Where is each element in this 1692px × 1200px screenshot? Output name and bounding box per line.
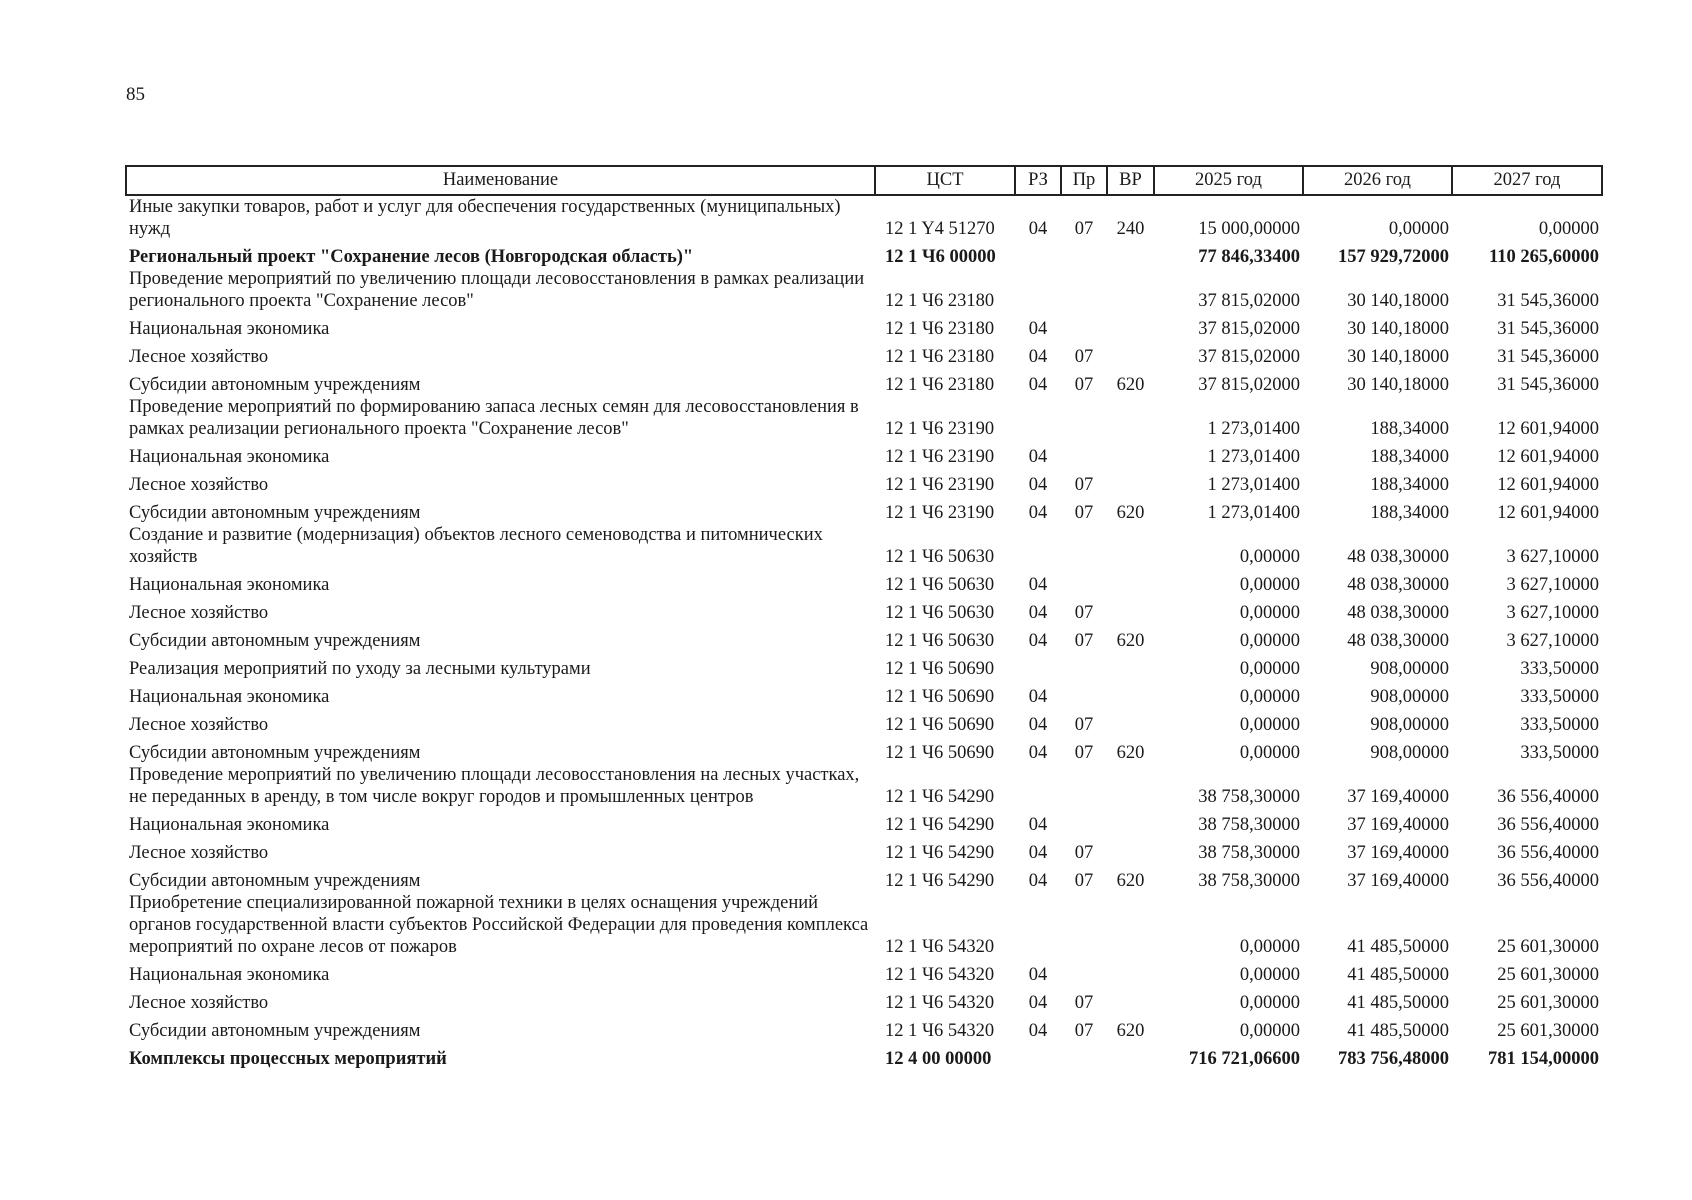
header-name: Наименование [126, 166, 875, 195]
cell-2026: 908,00000 [1370, 687, 1449, 707]
cell-cst: 12 1 Y4 51270 [885, 219, 995, 239]
cell-name: Проведение мероприятий по увеличению площади лесовосстановления в рамках реализации регионального проекта "Сохранение лесов" [129, 269, 865, 311]
cell-pr [1061, 312, 1107, 340]
cell-rz: 04 [1028, 375, 1048, 395]
cell-2027: 3 627,10000 [1506, 631, 1599, 651]
header-row [126, 166, 1602, 195]
cell-pr [1061, 440, 1107, 468]
cell-2025: 38 758,30000 [1198, 843, 1300, 863]
cell-name: Субсидии автономным учреждениям [129, 631, 421, 651]
cell-2025: 0,00000 [1239, 715, 1300, 735]
cell-vr [1107, 764, 1154, 808]
cell-2027: 333,50000 [1520, 715, 1599, 735]
cell-name: Субсидии автономным учреждениям [129, 1021, 421, 1041]
table-row [126, 240, 1602, 268]
cell-2026: 41 485,50000 [1347, 937, 1449, 957]
cell-2027: 31 545,36000 [1497, 291, 1599, 311]
cell-cst: 12 1 Ч6 23180 [885, 347, 995, 367]
cell-rz [1015, 240, 1061, 268]
cell-vr: 240 [1116, 219, 1145, 239]
table-row [126, 568, 1602, 596]
cell-vr [1107, 892, 1154, 958]
table-body [126, 195, 1602, 1070]
table-row [126, 652, 1602, 680]
cell-rz: 04 [1028, 871, 1048, 891]
cell-rz [1015, 1042, 1061, 1070]
cell-rz: 04 [1028, 843, 1048, 863]
cell-pr: 07 [1074, 715, 1094, 735]
cell-cst: 12 1 Ч6 50630 [885, 547, 995, 567]
table-row [126, 736, 1602, 764]
cell-vr: 620 [1116, 503, 1145, 523]
table-row [126, 708, 1602, 736]
cell-name: Субсидии автономным учреждениям [129, 871, 421, 891]
cell-rz: 04 [1028, 575, 1048, 595]
cell-cst: 12 1 Ч6 54290 [885, 843, 995, 863]
cell-vr [1107, 958, 1154, 986]
cell-vr: 620 [1116, 631, 1145, 651]
table-row [126, 808, 1602, 836]
header-cst: ЦСТ [875, 166, 1015, 195]
cell-cst: 12 1 Ч6 23190 [885, 503, 995, 523]
cell-vr: 620 [1116, 375, 1145, 395]
cell-2025: 37 815,02000 [1198, 375, 1300, 395]
cell-rz: 04 [1028, 715, 1048, 735]
table-row [126, 496, 1602, 524]
cell-cst: 12 1 Ч6 23180 [885, 319, 995, 339]
cell-2025: 0,00000 [1239, 1021, 1300, 1041]
cell-vr [1107, 680, 1154, 708]
cell-pr [1061, 680, 1107, 708]
cell-rz [1015, 524, 1061, 568]
cell-vr [1107, 240, 1154, 268]
cell-2025: 0,00000 [1239, 687, 1300, 707]
cell-pr: 07 [1074, 219, 1094, 239]
cell-name: Субсидии автономным учреждениям [129, 743, 421, 763]
cell-2026: 157 929,72000 [1338, 247, 1449, 267]
cell-2026: 48 038,30000 [1347, 631, 1449, 651]
page-number: 85 [126, 84, 145, 105]
cell-rz [1015, 396, 1061, 440]
cell-2026: 908,00000 [1370, 743, 1449, 763]
cell-2027: 12 601,94000 [1497, 475, 1599, 495]
cell-2025: 37 815,02000 [1198, 319, 1300, 339]
cell-2026: 188,34000 [1370, 503, 1449, 523]
cell-pr: 07 [1074, 503, 1094, 523]
cell-2027: 333,50000 [1520, 659, 1599, 679]
cell-pr: 07 [1074, 375, 1094, 395]
cell-2026: 30 140,18000 [1347, 319, 1449, 339]
cell-pr [1061, 396, 1107, 440]
table-row [126, 396, 1602, 440]
cell-vr [1107, 808, 1154, 836]
cell-cst: 12 1 Ч6 50690 [885, 715, 995, 735]
cell-rz: 04 [1028, 631, 1048, 651]
cell-vr [1107, 1042, 1154, 1070]
cell-vr [1107, 440, 1154, 468]
cell-cst: 12 1 Ч6 54290 [885, 815, 995, 835]
cell-2025: 0,00000 [1239, 937, 1300, 957]
cell-name: Национальная экономика [129, 687, 330, 707]
cell-2025: 37 815,02000 [1198, 291, 1300, 311]
cell-rz: 04 [1028, 993, 1048, 1013]
cell-2025: 77 846,33400 [1198, 247, 1300, 267]
cell-2025: 0,00000 [1239, 743, 1300, 763]
cell-2026: 908,00000 [1370, 659, 1449, 679]
cell-name: Приобретение специализированной пожарной техники в целях оснащения учреждений органов государственной власти субъектов Российской Федерации для проведения комплекса мероприятий по охране лесов от пожаров [129, 893, 869, 957]
cell-2027: 25 601,30000 [1497, 1021, 1599, 1041]
cell-vr [1107, 312, 1154, 340]
cell-2027: 36 556,40000 [1497, 871, 1599, 891]
cell-vr [1107, 268, 1154, 312]
table-row [126, 268, 1602, 312]
cell-2025: 0,00000 [1239, 631, 1300, 651]
table-row [126, 764, 1602, 808]
cell-2027: 3 627,10000 [1506, 575, 1599, 595]
cell-rz: 04 [1028, 503, 1048, 523]
cell-cst: 12 1 Ч6 54320 [885, 965, 995, 985]
cell-2026: 30 140,18000 [1347, 375, 1449, 395]
cell-2027: 781 154,00000 [1488, 1049, 1599, 1069]
cell-vr [1107, 596, 1154, 624]
cell-rz [1015, 892, 1061, 958]
cell-cst: 12 1 Ч6 50690 [885, 659, 995, 679]
cell-name: Лесное хозяйство [129, 347, 269, 367]
cell-name: Национальная экономика [129, 965, 330, 985]
table-row [126, 1014, 1602, 1042]
cell-cst: 12 4 00 00000 [885, 1049, 992, 1069]
cell-2025: 1 273,01400 [1207, 503, 1300, 523]
cell-rz: 04 [1028, 447, 1048, 467]
cell-name: Иные закупки товаров, работ и услуг для обеспечения государственных (муниципальных) нужд [129, 197, 841, 239]
cell-2026: 30 140,18000 [1347, 291, 1449, 311]
cell-pr [1061, 268, 1107, 312]
cell-cst: 12 1 Ч6 50630 [885, 631, 995, 651]
table-row [126, 958, 1602, 986]
cell-cst: 12 1 Ч6 50690 [885, 743, 995, 763]
cell-rz: 04 [1028, 1021, 1048, 1041]
table-row [126, 836, 1602, 864]
cell-2025: 38 758,30000 [1198, 787, 1300, 807]
cell-pr: 07 [1074, 347, 1094, 367]
cell-2027: 12 601,94000 [1497, 419, 1599, 439]
cell-name: Проведение мероприятий по формированию запаса лесных семян для лесовосстановления в рамках реализации регионального проекта "Сохранение лесов" [129, 397, 859, 439]
cell-vr: 620 [1116, 743, 1145, 763]
header-2027: 2027 год [1452, 166, 1602, 195]
cell-2027: 3 627,10000 [1506, 603, 1599, 623]
cell-2027: 25 601,30000 [1497, 937, 1599, 957]
cell-2026: 48 038,30000 [1347, 547, 1449, 567]
cell-2026: 908,00000 [1370, 715, 1449, 735]
cell-vr [1107, 708, 1154, 736]
cell-cst: 12 1 Ч6 23190 [885, 475, 995, 495]
cell-rz: 04 [1028, 965, 1048, 985]
cell-2026: 41 485,50000 [1347, 1021, 1449, 1041]
cell-cst: 12 1 Ч6 54290 [885, 787, 995, 807]
cell-2026: 37 169,40000 [1347, 843, 1449, 863]
cell-pr: 07 [1074, 993, 1094, 1013]
cell-cst: 12 1 Ч6 54320 [885, 937, 995, 957]
table-row [126, 1042, 1602, 1070]
cell-cst: 12 1 Ч6 23190 [885, 419, 995, 439]
cell-pr [1061, 524, 1107, 568]
cell-2025: 0,00000 [1239, 965, 1300, 985]
cell-2026: 41 485,50000 [1347, 965, 1449, 985]
cell-rz [1015, 268, 1061, 312]
cell-vr [1107, 524, 1154, 568]
table-row [126, 524, 1602, 568]
cell-rz: 04 [1028, 687, 1048, 707]
cell-cst: 12 1 Ч6 00000 [885, 247, 996, 267]
cell-2027: 3 627,10000 [1506, 547, 1599, 567]
cell-vr [1107, 986, 1154, 1014]
cell-2026: 188,34000 [1370, 475, 1449, 495]
cell-cst: 12 1 Ч6 23190 [885, 447, 995, 467]
table-row [126, 864, 1602, 892]
cell-name: Национальная экономика [129, 815, 330, 835]
cell-vr [1107, 468, 1154, 496]
cell-pr [1061, 958, 1107, 986]
cell-2026: 37 169,40000 [1347, 787, 1449, 807]
cell-2027: 36 556,40000 [1497, 843, 1599, 863]
cell-name: Национальная экономика [129, 319, 330, 339]
cell-vr [1107, 340, 1154, 368]
table-row [126, 680, 1602, 708]
cell-2025: 38 758,30000 [1198, 871, 1300, 891]
cell-2026: 48 038,30000 [1347, 603, 1449, 623]
cell-name: Лесное хозяйство [129, 843, 269, 863]
table-row [126, 195, 1602, 240]
cell-rz: 04 [1028, 219, 1048, 239]
cell-2025: 716 721,06600 [1189, 1049, 1300, 1069]
table-row [126, 468, 1602, 496]
cell-2025: 1 273,01400 [1207, 419, 1300, 439]
cell-cst: 12 1 Ч6 50630 [885, 575, 995, 595]
cell-cst: 12 1 Ч6 23180 [885, 375, 995, 395]
cell-2025: 0,00000 [1239, 659, 1300, 679]
cell-name: Национальная экономика [129, 447, 330, 467]
cell-2025: 1 273,01400 [1207, 447, 1300, 467]
cell-2026: 41 485,50000 [1347, 993, 1449, 1013]
cell-2026: 37 169,40000 [1347, 871, 1449, 891]
cell-2027: 31 545,36000 [1497, 319, 1599, 339]
table-row [126, 596, 1602, 624]
table-row [126, 340, 1602, 368]
cell-2025: 0,00000 [1239, 547, 1300, 567]
table-row [126, 986, 1602, 1014]
cell-name: Национальная экономика [129, 575, 330, 595]
table-row [126, 440, 1602, 468]
cell-pr: 07 [1074, 475, 1094, 495]
cell-2027: 12 601,94000 [1497, 447, 1599, 467]
cell-cst: 12 1 Ч6 54290 [885, 871, 995, 891]
cell-2027: 333,50000 [1520, 743, 1599, 763]
cell-rz [1015, 652, 1061, 680]
cell-2026: 188,34000 [1370, 447, 1449, 467]
cell-2027: 31 545,36000 [1497, 375, 1599, 395]
cell-vr: 620 [1116, 871, 1145, 891]
cell-2026: 48 038,30000 [1347, 575, 1449, 595]
cell-2025: 0,00000 [1239, 603, 1300, 623]
cell-2025: 1 273,01400 [1207, 475, 1300, 495]
budget-table [125, 165, 1603, 1070]
cell-rz [1015, 764, 1061, 808]
cell-2027: 333,50000 [1520, 687, 1599, 707]
cell-name: Реализация мероприятий по уходу за лесными культурами [129, 659, 591, 679]
cell-name: Региональный проект "Сохранение лесов (Новгородская область)" [129, 247, 694, 267]
cell-name: Лесное хозяйство [129, 993, 269, 1013]
table-row [126, 892, 1602, 958]
cell-name: Субсидии автономным учреждениям [129, 375, 421, 395]
cell-cst: 12 1 Ч6 54320 [885, 993, 995, 1013]
cell-vr [1107, 836, 1154, 864]
cell-cst: 12 1 Ч6 54320 [885, 1021, 995, 1041]
header-2026: 2026 год [1303, 166, 1452, 195]
cell-name: Лесное хозяйство [129, 475, 269, 495]
cell-2027: 36 556,40000 [1497, 787, 1599, 807]
cell-2026: 30 140,18000 [1347, 347, 1449, 367]
cell-rz: 04 [1028, 815, 1048, 835]
cell-2025: 0,00000 [1239, 575, 1300, 595]
cell-cst: 12 1 Ч6 50630 [885, 603, 995, 623]
cell-cst: 12 1 Ч6 23180 [885, 291, 995, 311]
cell-rz: 04 [1028, 743, 1048, 763]
cell-2027: 0,00000 [1538, 219, 1599, 239]
cell-pr: 07 [1074, 603, 1094, 623]
cell-2027: 110 265,60000 [1489, 247, 1599, 267]
header-rz: РЗ [1015, 166, 1061, 195]
cell-2026: 37 169,40000 [1347, 815, 1449, 835]
cell-name: Субсидии автономным учреждениям [129, 503, 421, 523]
cell-rz: 04 [1028, 319, 1048, 339]
cell-rz: 04 [1028, 603, 1048, 623]
cell-2025: 15 000,00000 [1198, 219, 1300, 239]
cell-vr [1107, 652, 1154, 680]
cell-name: Лесное хозяйство [129, 603, 269, 623]
cell-pr [1061, 808, 1107, 836]
cell-pr [1061, 240, 1107, 268]
cell-cst: 12 1 Ч6 50690 [885, 687, 995, 707]
cell-rz: 04 [1028, 475, 1048, 495]
cell-2027: 12 601,94000 [1497, 503, 1599, 523]
cell-rz: 04 [1028, 347, 1048, 367]
cell-2026: 188,34000 [1370, 419, 1449, 439]
cell-name: Проведение мероприятий по увеличению площади лесовосстановления на лесных участках, не переданных в аренду, в том числе вокруг городов и промышленных центров [129, 765, 860, 807]
cell-name: Комплексы процессных мероприятий [129, 1049, 447, 1069]
cell-2026: 783 756,48000 [1338, 1049, 1449, 1069]
header-pr: Пр [1061, 166, 1107, 195]
cell-2027: 31 545,36000 [1497, 347, 1599, 367]
cell-pr [1061, 652, 1107, 680]
cell-2025: 37 815,02000 [1198, 347, 1300, 367]
cell-pr: 07 [1074, 871, 1094, 891]
cell-vr [1107, 568, 1154, 596]
cell-2025: 0,00000 [1239, 993, 1300, 1013]
cell-pr: 07 [1074, 631, 1094, 651]
cell-name: Лесное хозяйство [129, 715, 269, 735]
cell-2025: 38 758,30000 [1198, 815, 1300, 835]
header-vr: ВР [1107, 166, 1154, 195]
header-2025: 2025 год [1154, 166, 1303, 195]
cell-2027: 36 556,40000 [1497, 815, 1599, 835]
cell-pr: 07 [1074, 743, 1094, 763]
cell-pr: 07 [1074, 1021, 1094, 1041]
cell-vr [1107, 396, 1154, 440]
table-row [126, 368, 1602, 396]
cell-2026: 0,00000 [1388, 219, 1449, 239]
table-row [126, 624, 1602, 652]
cell-pr [1061, 1042, 1107, 1070]
cell-name: Создание и развитие (модернизация) объектов лесного семеноводства и питомнических хозяйств [129, 525, 823, 567]
cell-pr [1061, 568, 1107, 596]
cell-pr [1061, 892, 1107, 958]
cell-2027: 25 601,30000 [1497, 965, 1599, 985]
table-header [126, 166, 1602, 195]
cell-pr [1061, 764, 1107, 808]
cell-vr: 620 [1116, 1021, 1145, 1041]
table-row [126, 312, 1602, 340]
cell-pr: 07 [1074, 843, 1094, 863]
cell-2027: 25 601,30000 [1497, 993, 1599, 1013]
